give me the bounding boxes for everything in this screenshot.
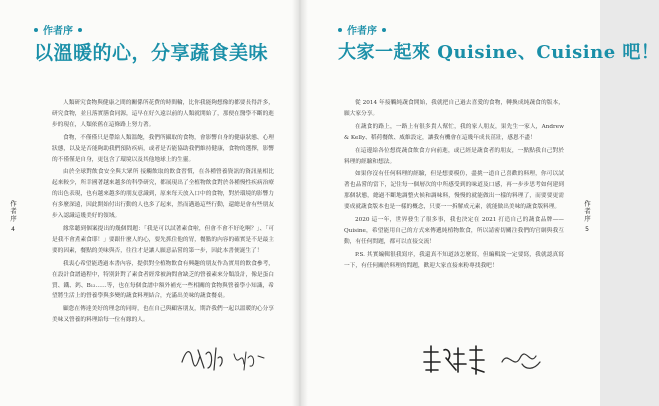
- paragraph: 2020 這一年，世界發生了很多事，我也決定在 2021 打造自己的蔬食品牌——Quisine，希望能用自己的方式來傳遞純植物飲食，所以請密切關注我們的官網與我互動，有任何問題，都可以直接交流！: [344, 217, 564, 245]
- bullet-dot-icon: [34, 28, 38, 32]
- page-title: 大家一起來 Quisine、Cuisine 吧！: [338, 42, 659, 63]
- section-label: [338, 22, 386, 37]
- bullet-dot-icon: [382, 28, 386, 32]
- section-label-text: 作者序: [347, 26, 377, 37]
- bullet-dot-icon: [78, 28, 82, 32]
- page-number: 4: [11, 225, 15, 233]
- left-page: [0, 0, 300, 406]
- right-page: [300, 0, 659, 406]
- running-head-text: 作者序: [583, 200, 591, 223]
- section-label: [34, 22, 82, 37]
- running-head: [8, 200, 18, 234]
- signature-icon: [418, 340, 548, 380]
- bullet-dot-icon: [338, 28, 342, 32]
- paragraph: 在蔬食的路上，一路上有很多貴人幫忙，我的家人朋友，果先生一家人，Andrew & Kelly、稻荷餐飲、威維設定，讓我有機會在這幾年成長茁壯，感恩不盡！: [344, 123, 564, 141]
- section-label-text: 作者序: [43, 26, 73, 37]
- running-head-text: 作者序: [9, 200, 17, 223]
- preface-body: [344, 98, 564, 274]
- paragraph: 從 2014 年接觸純蔬食開始，我就把自己過去喜愛的食物，轉換成純蔬食的版本，願大家分享。: [344, 100, 564, 117]
- preface-body: [52, 98, 274, 328]
- paragraph: 人類研究食物與健康之間的關係所花費的時間輪，比你我能夠想像的都要長得許多，研究食物，並且落實膳食同源，這早在好久遠以前的人類就開始了，那便在醫學不斷的進步的現在，人類依舊在這條路上努力著。: [52, 100, 274, 128]
- signature-icon: [178, 340, 268, 376]
- running-head: [582, 200, 592, 234]
- paragraph: P.S. 其實編輯很我寫序，我還真不知道該怎麼寫，但編輯說一定要寫，我就認真寫一下，有任何關於料理的問題，歡迎大家直接來粉專找我吧！: [344, 251, 564, 269]
- paragraph: 緣常聽到個案提出的幾個問題：「我是可以試著素食啦，但會不會不好吃啊？」、「可是我不會煮素食耶！」要跟什麼人的心，要先抓住他的胃，餐點的內容的確實是不是最主要的因素，餐點的美味與否，往往才是讓人願意品嘗的第一步，因此本書便誕生了！: [52, 225, 274, 254]
- paragraph: 我衷心希望能透過本書內容，提供對全植物飲食有興趣的朋友作為實用的飲食參考，在設計食譜過程中，特別針對了素食者經常被詢問會缺乏的營養素來分類設計，像是蛋白質、鐵、鈣、B₁₂……等，也在每個食譜中額外補充一些相關的食物與營養學小知識，希望將生活上的營養學與多變的蔬食料理結合，充滿出美味的蔬食餐桌。: [52, 260, 274, 300]
- paragraph: 食物，不僅僅只是帶給人類溫飽，我們所攝取的食物，會影響自身的健康狀態、心理狀態，以及是否能夠助我們預防疾病，或者是否能協助我們維持健康，食物的選擇，影響的不僅僅是自身，更包含了環境以及其他地球上的生靈。: [52, 134, 274, 163]
- paragraph: 顧您在傳達美好的理念的同時，也在自己與顧客朋友，期許我們一起以溫暖的心分享美味又營養的料理給每一位有緣的人。: [52, 306, 274, 324]
- paragraph: 由於全球對飲食安全與大眾所 接觸飲取的飲食習慣，在各種營養資訊的資訊量相比起來較少，所幸國著越來越多的科學研究，都展現出了全植物飲食對於各種慢性疾病治療的出色表現，也有越來越多的朋友意識到，原來每天放入口中的食物，對於環境的影響力有多麼深遠，因此開始付出行動的人也多了起來，然而邁過這些行動，還總是會有些朋友步入認識這幾美好的領域。: [52, 169, 274, 220]
- paragraph: 如果你沒有任何料理的經驗，但是想要模仿，盡挑一道自己喜歡的料理，你可以試著也品嘗的當下，記住每一個層次的中所感受到的味道及口感，再一步步思考如何建到那個狀態，總過不斷地調整火候和調味料，慢慢的就能做出一樣的料理了，而要要更需要成就蔬食版本也是一樣的概念，只要一一拆解成元素，就能做出美味的蔬食版料理。: [344, 171, 564, 211]
- page-title: 以溫暖的心，分享蔬食美味: [34, 42, 269, 64]
- paragraph: 在這邊給各位想從蔬食飲食方向前進，或已經是蔬食者的朋友，一點點我自己對於料理的經驗和想法。: [344, 147, 564, 165]
- page-number: 5: [585, 225, 589, 233]
